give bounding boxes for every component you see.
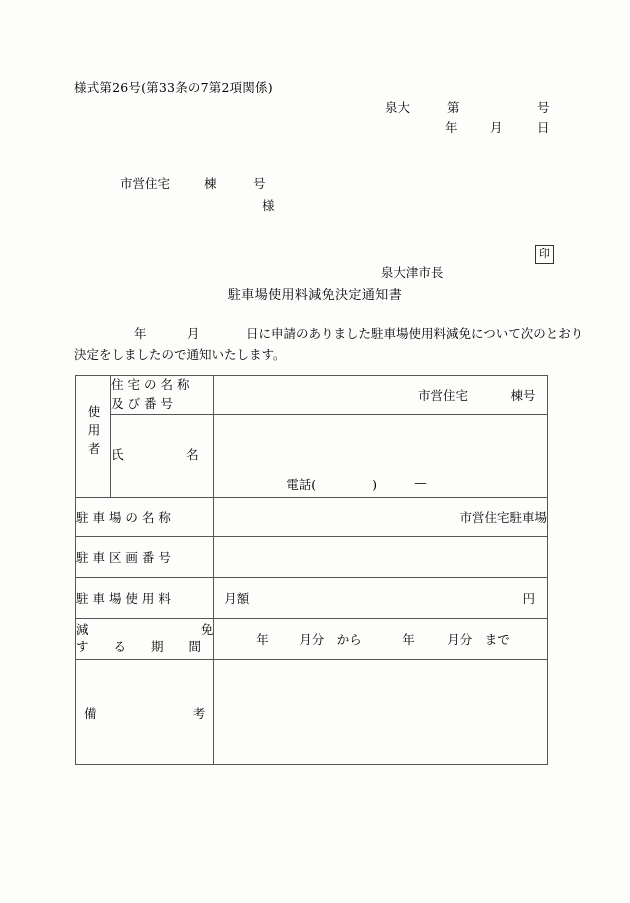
telephone-field[interactable] [286, 474, 427, 493]
form-number: 様式第26号(第33条の7第2項関係) [74, 80, 273, 95]
remarks-value[interactable] [214, 659, 548, 764]
issuer-name: 泉大津市長 [380, 265, 444, 280]
user-name-label [111, 414, 214, 497]
document-date-year-label: 年 [445, 120, 458, 135]
body-text-rest: 日に申請のありました駐車場使用料減免について次のとおり [246, 326, 584, 341]
housing-name-label [111, 376, 214, 415]
housing-value-room: 号 [523, 387, 536, 403]
addressee-housing-label: 市営住宅 [120, 176, 171, 191]
period-start-month-from: 月分 から [299, 631, 362, 647]
seal-icon: 印 [535, 245, 554, 264]
reduction-period-label [76, 618, 214, 659]
addressee-block [120, 174, 275, 264]
addressee-honorific: 様 [262, 198, 275, 213]
period-end-year-label: 年 [402, 631, 415, 647]
parking-fee-monthly-label: 月額 [224, 590, 250, 606]
parking-lot-number-label: 駐 車 区 画 番 号 [76, 536, 214, 577]
remarks-label [76, 659, 214, 764]
reduction-period-label-line1 [76, 622, 213, 639]
document-date-month-label: 月 [490, 120, 503, 135]
table-row [76, 618, 548, 659]
housing-name-value[interactable] [214, 376, 548, 415]
housing-name-label-line1: 住 宅 の 名 称 [111, 377, 190, 392]
parking-fee-currency-label: 円 [522, 590, 535, 606]
parking-fee-label: 駐 車 場 使 用 料 [76, 577, 214, 618]
telephone-dash: — [414, 474, 427, 490]
reduction-period-value[interactable] [214, 618, 548, 659]
document-number-prefix: 泉大 [385, 100, 411, 115]
remarks-label-text [84, 704, 205, 722]
telephone-label: 電話( [286, 476, 317, 492]
addressee-building-label: 棟 [204, 176, 217, 191]
telephone-close-paren: ) [372, 476, 378, 492]
table-row [76, 497, 548, 536]
addressee-room-label: 号 [253, 176, 266, 191]
table-row [76, 577, 548, 618]
page-title: 駐車場使用料減免決定通知書 [227, 288, 403, 303]
document-date-day-label: 日 [537, 120, 550, 135]
reduction-period-label-line2: す る 期 間 [76, 638, 202, 654]
reduction-label-right: 免 [200, 621, 214, 637]
table-row [76, 659, 548, 764]
notification-table [75, 375, 548, 765]
document-date-row [445, 118, 550, 193]
parking-name-value[interactable]: 市営住宅駐車場 [214, 497, 548, 536]
housing-value-building: 棟 [510, 387, 523, 403]
reduction-label-left: 減 [76, 621, 89, 637]
parking-fee-value[interactable] [214, 577, 548, 618]
housing-name-label-line2: 及 び 番 号 [111, 395, 173, 411]
table-row [76, 414, 548, 497]
body-month-label: 月 [187, 326, 200, 341]
parking-lot-number-value[interactable] [214, 536, 548, 577]
document-number-dai-label: 第 [447, 100, 460, 115]
user-name-label-text: 氏 名 [111, 447, 199, 463]
body-year-label: 年 [134, 326, 147, 341]
period-end-month-to: 月分 まで [447, 631, 510, 647]
user-name-value[interactable] [214, 414, 548, 497]
parking-name-label: 駐 車 場 の 名 称 [76, 497, 214, 536]
user-group-label [76, 376, 111, 498]
body-paragraph-line2: 決定をしましたので通知いたします。 [74, 347, 286, 362]
table-row [76, 536, 548, 577]
document-number-row [385, 98, 550, 173]
table-row [76, 376, 548, 415]
period-start-year-label: 年 [256, 631, 269, 647]
housing-value-name: 市営住宅 [417, 387, 468, 403]
document-number-gou-label: 号 [537, 100, 550, 115]
remarks-label-left: 備 [84, 705, 97, 721]
user-group-label-text: 使用者 [85, 405, 101, 461]
remarks-label-right: 考 [192, 705, 206, 721]
